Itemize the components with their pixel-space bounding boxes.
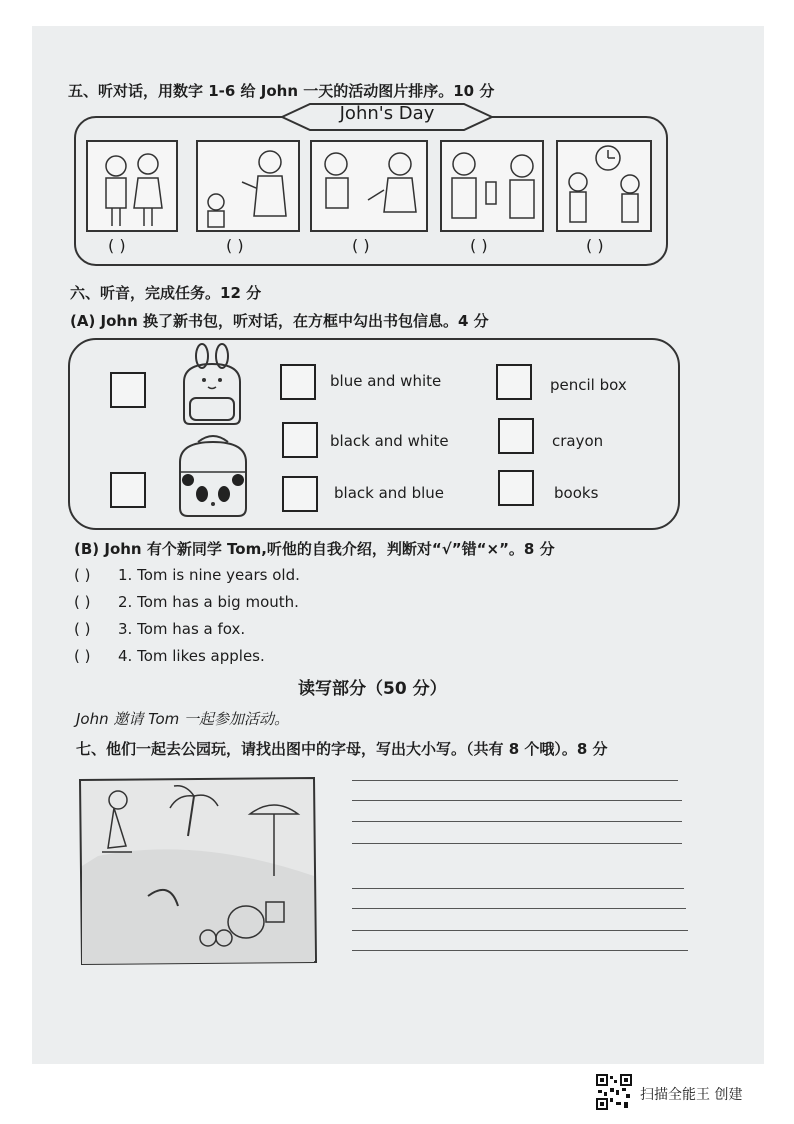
- writing-line-3[interactable]: [352, 821, 682, 822]
- section6b-heading: (B) John 有个新同学 Tom,听他的自我介绍，判断对“√”错“×”。8 分: [74, 540, 555, 558]
- johns-day-banner: John's Day: [339, 103, 435, 124]
- statement-1: 1. Tom is nine years old.: [118, 566, 300, 584]
- activity-picture-4: [440, 140, 544, 232]
- section7-heading: 七、他们一起去公园玩，请找出图中的字母，写出大小写。（共有 8 个哦）。8 分: [76, 740, 608, 758]
- checkbox-crayon[interactable]: [498, 418, 534, 454]
- writing-line-6[interactable]: [352, 908, 686, 909]
- checkbox-pencil-box[interactable]: [496, 364, 532, 400]
- checkbox-books[interactable]: [498, 470, 534, 506]
- writing-line-2[interactable]: [352, 800, 682, 801]
- activity-picture-2: [196, 140, 300, 232]
- checkbox-blue-and-white[interactable]: [280, 364, 316, 400]
- option-crayon: crayon: [552, 432, 604, 450]
- option-blue-and-white: blue and white: [330, 372, 442, 390]
- checkbox-black-and-blue[interactable]: [282, 476, 318, 512]
- activity-picture-1: [86, 140, 178, 232]
- judge-slot-4[interactable]: ( ): [74, 647, 91, 665]
- option-books: books: [554, 484, 599, 502]
- qr-code-icon: [596, 1074, 632, 1110]
- clock-and-children-illustration: [558, 142, 650, 230]
- beach-scene-illustration: [78, 776, 318, 966]
- answer-slot-4[interactable]: ( ): [470, 236, 488, 255]
- writing-line-7[interactable]: [352, 930, 688, 931]
- bunny-backpack-icon: [174, 342, 250, 428]
- readwrite-intro: John 邀请 Tom 一起参加活动。: [76, 710, 290, 728]
- footer-watermark: 扫描全能王 创建: [640, 1087, 743, 1103]
- judge-slot-2[interactable]: ( ): [74, 593, 91, 611]
- statement-4: 4. Tom likes apples.: [118, 647, 265, 665]
- readwrite-title: 读写部分（50 分）: [298, 679, 447, 699]
- answer-slot-3[interactable]: ( ): [352, 236, 370, 255]
- section6a-heading: (A) John 换了新书包，听对话，在方框中勾出书包信息。4 分: [70, 312, 489, 330]
- section6-heading: 六、听音，完成任务。12 分: [70, 284, 262, 302]
- checkbox-black-and-white[interactable]: [282, 422, 318, 458]
- judge-slot-1[interactable]: ( ): [74, 566, 91, 584]
- option-black-and-white: black and white: [330, 432, 449, 450]
- two-children-illustration: [88, 142, 176, 230]
- sharing-drinks-illustration: [442, 142, 542, 230]
- writing-line-4[interactable]: [352, 843, 682, 844]
- teacher-and-boy-illustration: [198, 142, 298, 230]
- section5-heading: 五、听对话，用数字 1-6 给 John 一天的活动图片排序。10 分: [68, 82, 495, 100]
- writing-line-1[interactable]: [352, 780, 678, 781]
- writing-line-8[interactable]: [352, 950, 688, 951]
- bunny-bag-checkbox[interactable]: [110, 372, 146, 408]
- activity-picture-5: [556, 140, 652, 232]
- panda-bag-checkbox[interactable]: [110, 472, 146, 508]
- option-pencil-box: pencil box: [550, 376, 627, 394]
- activity-picture-3: [310, 140, 428, 232]
- answer-slot-1[interactable]: ( ): [108, 236, 126, 255]
- writing-line-5[interactable]: [352, 888, 684, 889]
- panda-backpack-icon: [172, 428, 254, 520]
- judge-slot-3[interactable]: ( ): [74, 620, 91, 638]
- statement-3: 3. Tom has a fox.: [118, 620, 246, 638]
- answer-slot-5[interactable]: ( ): [586, 236, 604, 255]
- answer-slot-2[interactable]: ( ): [226, 236, 244, 255]
- statement-2: 2. Tom has a big mouth.: [118, 593, 299, 611]
- option-black-and-blue: black and blue: [334, 484, 444, 502]
- boy-and-girl-illustration: [312, 142, 426, 230]
